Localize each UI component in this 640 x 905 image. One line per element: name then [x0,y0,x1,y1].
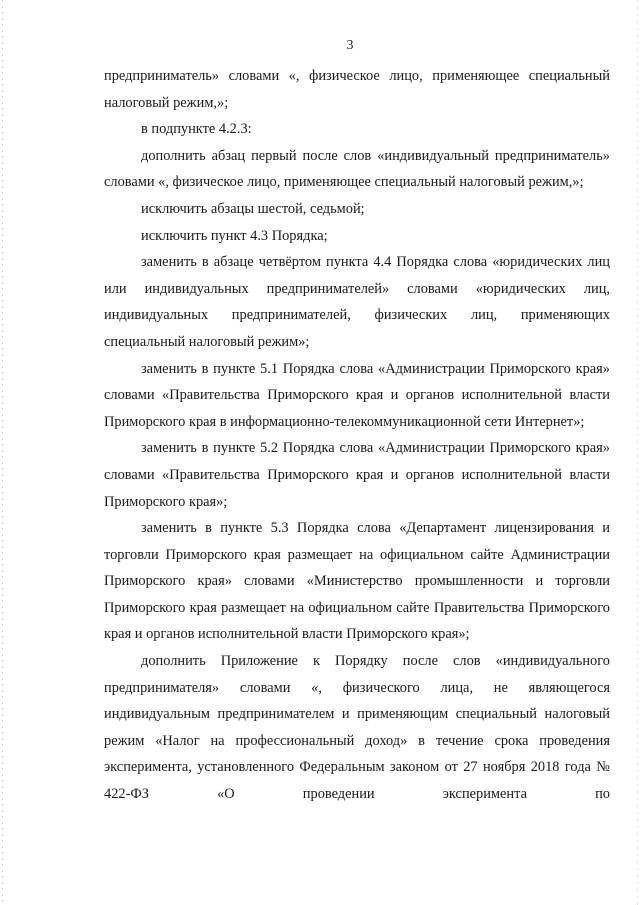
paragraph-5: исключить пункт 4.3 Порядка; [141,227,328,244]
paragraph-1: предприниматель» словами «, физическое лицо, применяющее специальный налоговый режим,»; [104,68,610,111]
paragraph-3: дополнить абзац первый после слов «индивидуальный предприниматель» словами «, физическое лицо, применяющее специальный налоговый режим,»; [104,147,610,191]
paragraph-2: в подпункте 4.2.3: [141,121,252,138]
document-body [104,63,610,808]
paragraph-8: заменить в пункте 5.2 Порядка слова «Администрации Приморского края» словами «Правительства Приморского края и органов исполнительной власти Приморского края»; [104,440,610,510]
paragraph-10: дополнить Приложение к Порядку после слов «индивидуального предпринимателя» словами «, физического лица, не являющегося индивидуальным предпринимателем и применяющим специальный налоговый режим «Налог на профессиональный доход» в течение срока проведения эксперимента, установленного Федеральным законом от 27 ноября 2018 года № 422-ФЗ «О проведении эксперимента по [104,653,610,803]
page-number: 3 [346,38,354,53]
paragraph-4: исключить абзацы шестой, седьмой; [141,200,365,217]
scan-edge-right [637,0,638,905]
scan-edge-left [2,0,3,905]
paragraph-6: заменить в абзаце четвёртом пункта 4.4 Порядка слова «юридических лиц или индивидуальных предпринимателей» словами «юридических лиц, индивидуальных предпринимателей, физических лиц, применяющих специальный налоговый режим»; [104,254,610,350]
paragraph-7: заменить в пункте 5.1 Порядка слова «Администрации Приморского края» словами «Правительства Приморского края и органов исполнительной власти Приморского края в информационно-телекоммуникационной сети Интернет»; [104,360,610,430]
paragraph-9: заменить в пункте 5.3 Порядка слова «Департамент лицензирования и торговли Приморского края размещает на официальном сайте Администрации Приморского края» словами «Министерство промышленности и торговли Приморского края размещает на официальном сайте Правительства Приморского края и органов исполнительной власти Приморского края»; [104,520,610,643]
